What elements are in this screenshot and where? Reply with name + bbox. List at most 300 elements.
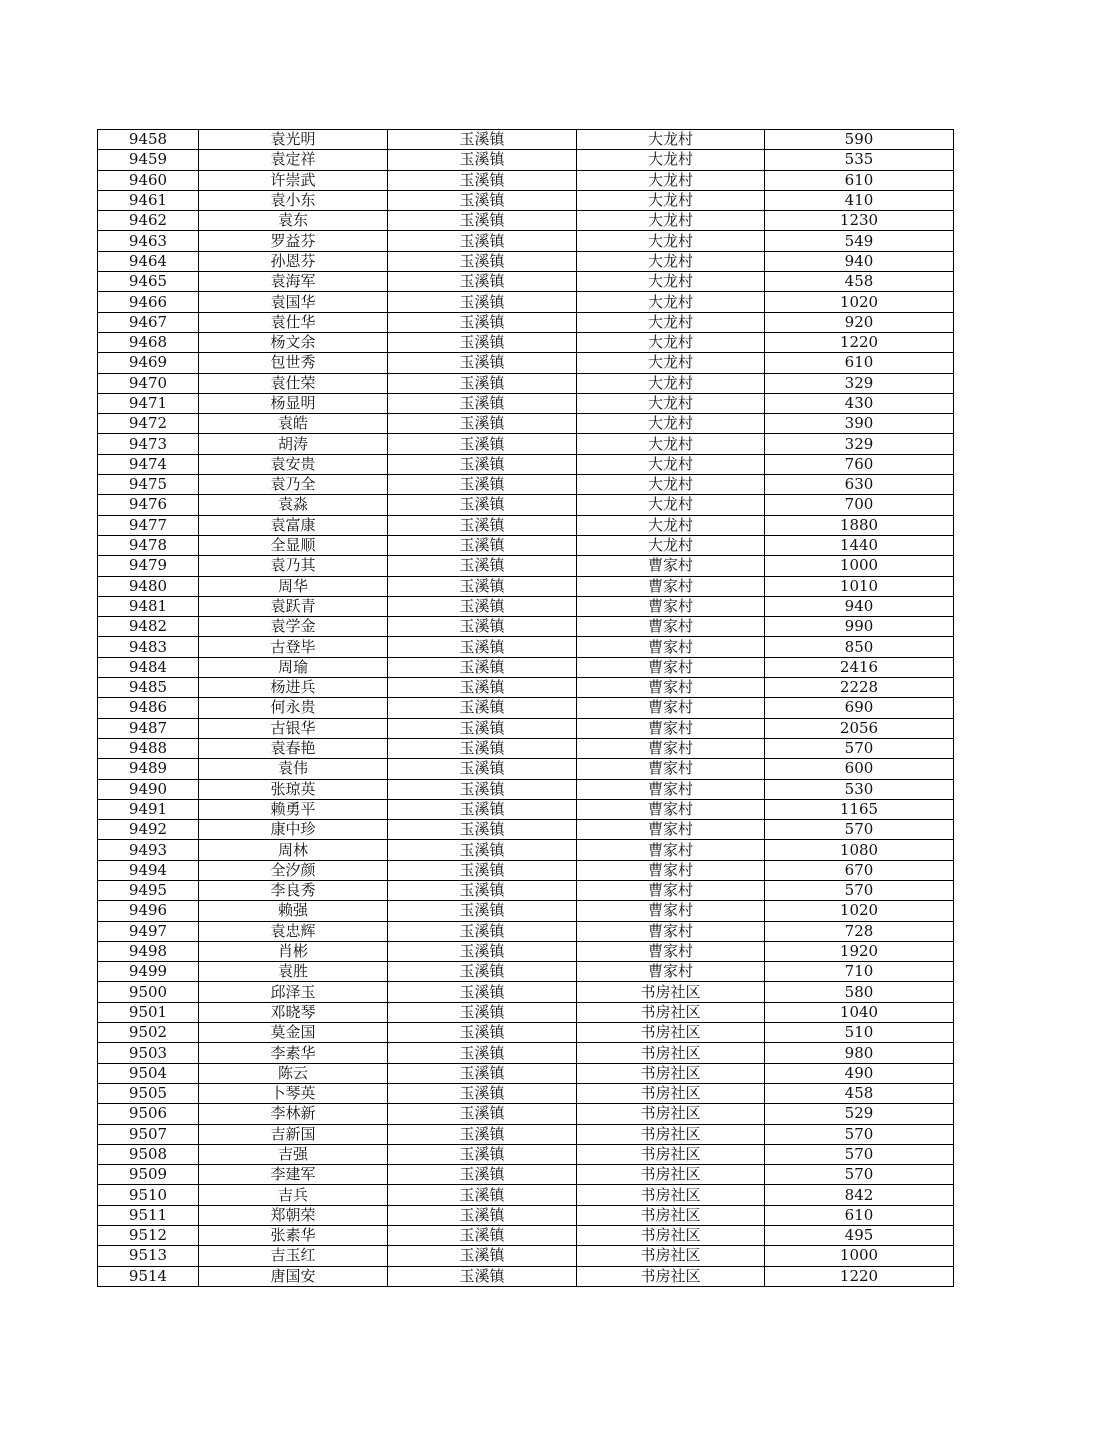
row-number-cell: 9473 bbox=[98, 434, 199, 454]
amount-cell: 1440 bbox=[765, 535, 954, 555]
amount-cell: 590 bbox=[765, 130, 954, 150]
row-number-cell: 9511 bbox=[98, 1205, 199, 1225]
table-row bbox=[98, 738, 954, 758]
village-cell: 书房社区 bbox=[577, 1246, 765, 1266]
amount-cell: 1880 bbox=[765, 515, 954, 535]
village-cell: 大龙村 bbox=[577, 515, 765, 535]
town-cell: 玉溪镇 bbox=[388, 170, 577, 190]
town-cell: 玉溪镇 bbox=[388, 130, 577, 150]
town-cell: 玉溪镇 bbox=[388, 272, 577, 292]
town-cell: 玉溪镇 bbox=[388, 738, 577, 758]
amount-cell: 1000 bbox=[765, 1246, 954, 1266]
town-cell: 玉溪镇 bbox=[388, 962, 577, 982]
row-number-cell: 9509 bbox=[98, 1165, 199, 1185]
row-number-cell: 9465 bbox=[98, 272, 199, 292]
row-number-cell: 9502 bbox=[98, 1023, 199, 1043]
town-cell: 玉溪镇 bbox=[388, 941, 577, 961]
table-row bbox=[98, 799, 954, 819]
name-cell: 何永贵 bbox=[199, 698, 388, 718]
table-row bbox=[98, 170, 954, 190]
row-number-cell: 9472 bbox=[98, 414, 199, 434]
table-row bbox=[98, 779, 954, 799]
table-row bbox=[98, 373, 954, 393]
row-number-cell: 9497 bbox=[98, 921, 199, 941]
village-cell: 曹家村 bbox=[577, 860, 765, 880]
town-cell: 玉溪镇 bbox=[388, 1226, 577, 1246]
row-number-cell: 9469 bbox=[98, 353, 199, 373]
table-row bbox=[98, 393, 954, 413]
town-cell: 玉溪镇 bbox=[388, 251, 577, 271]
name-cell: 袁胜 bbox=[199, 962, 388, 982]
amount-cell: 329 bbox=[765, 434, 954, 454]
town-cell: 玉溪镇 bbox=[388, 1124, 577, 1144]
town-cell: 玉溪镇 bbox=[388, 414, 577, 434]
row-number-cell: 9468 bbox=[98, 332, 199, 352]
name-cell: 袁乃其 bbox=[199, 556, 388, 576]
name-cell: 莫金国 bbox=[199, 1023, 388, 1043]
row-number-cell: 9490 bbox=[98, 779, 199, 799]
table-row bbox=[98, 1165, 954, 1185]
amount-cell: 670 bbox=[765, 860, 954, 880]
table-row bbox=[98, 150, 954, 170]
town-cell: 玉溪镇 bbox=[388, 596, 577, 616]
name-cell: 袁学金 bbox=[199, 617, 388, 637]
town-cell: 玉溪镇 bbox=[388, 1185, 577, 1205]
village-cell: 书房社区 bbox=[577, 1266, 765, 1286]
name-cell: 吉玉红 bbox=[199, 1246, 388, 1266]
amount-cell: 1230 bbox=[765, 211, 954, 231]
village-cell: 曹家村 bbox=[577, 637, 765, 657]
village-cell: 大龙村 bbox=[577, 454, 765, 474]
village-cell: 书房社区 bbox=[577, 1185, 765, 1205]
town-cell: 玉溪镇 bbox=[388, 1023, 577, 1043]
row-number-cell: 9494 bbox=[98, 860, 199, 880]
name-cell: 袁定祥 bbox=[199, 150, 388, 170]
name-cell: 包世秀 bbox=[199, 353, 388, 373]
amount-cell: 329 bbox=[765, 373, 954, 393]
town-cell: 玉溪镇 bbox=[388, 434, 577, 454]
name-cell: 袁春艳 bbox=[199, 738, 388, 758]
row-number-cell: 9458 bbox=[98, 130, 199, 150]
town-cell: 玉溪镇 bbox=[388, 678, 577, 698]
amount-cell: 490 bbox=[765, 1063, 954, 1083]
row-number-cell: 9474 bbox=[98, 454, 199, 474]
amount-cell: 1920 bbox=[765, 941, 954, 961]
amount-cell: 510 bbox=[765, 1023, 954, 1043]
table-row bbox=[98, 678, 954, 698]
village-cell: 曹家村 bbox=[577, 941, 765, 961]
town-cell: 玉溪镇 bbox=[388, 657, 577, 677]
amount-cell: 760 bbox=[765, 454, 954, 474]
village-cell: 大龙村 bbox=[577, 495, 765, 515]
row-number-cell: 9460 bbox=[98, 170, 199, 190]
town-cell: 玉溪镇 bbox=[388, 1246, 577, 1266]
amount-cell: 850 bbox=[765, 637, 954, 657]
name-cell: 李素华 bbox=[199, 1043, 388, 1063]
amount-cell: 1080 bbox=[765, 840, 954, 860]
town-cell: 玉溪镇 bbox=[388, 312, 577, 332]
table-row bbox=[98, 1002, 954, 1022]
row-number-cell: 9478 bbox=[98, 535, 199, 555]
amount-cell: 940 bbox=[765, 596, 954, 616]
row-number-cell: 9493 bbox=[98, 840, 199, 860]
amount-cell: 1020 bbox=[765, 292, 954, 312]
town-cell: 玉溪镇 bbox=[388, 860, 577, 880]
town-cell: 玉溪镇 bbox=[388, 921, 577, 941]
village-cell: 曹家村 bbox=[577, 799, 765, 819]
row-number-cell: 9459 bbox=[98, 150, 199, 170]
amount-cell: 728 bbox=[765, 921, 954, 941]
table-row bbox=[98, 698, 954, 718]
name-cell: 袁光明 bbox=[199, 130, 388, 150]
village-cell: 大龙村 bbox=[577, 332, 765, 352]
amount-cell: 495 bbox=[765, 1226, 954, 1246]
amount-cell: 430 bbox=[765, 393, 954, 413]
town-cell: 玉溪镇 bbox=[388, 617, 577, 637]
table-row bbox=[98, 901, 954, 921]
village-cell: 大龙村 bbox=[577, 312, 765, 332]
table-row bbox=[98, 1185, 954, 1205]
table-row bbox=[98, 1043, 954, 1063]
name-cell: 吉新国 bbox=[199, 1124, 388, 1144]
row-number-cell: 9462 bbox=[98, 211, 199, 231]
name-cell: 全汐颜 bbox=[199, 860, 388, 880]
name-cell: 孙恩芬 bbox=[199, 251, 388, 271]
name-cell: 卜琴英 bbox=[199, 1083, 388, 1103]
village-cell: 书房社区 bbox=[577, 1124, 765, 1144]
amount-cell: 2416 bbox=[765, 657, 954, 677]
name-cell: 袁国华 bbox=[199, 292, 388, 312]
table-row bbox=[98, 1205, 954, 1225]
table-row bbox=[98, 820, 954, 840]
village-cell: 书房社区 bbox=[577, 1144, 765, 1164]
town-cell: 玉溪镇 bbox=[388, 637, 577, 657]
amount-cell: 980 bbox=[765, 1043, 954, 1063]
row-number-cell: 9500 bbox=[98, 982, 199, 1002]
village-cell: 书房社区 bbox=[577, 1083, 765, 1103]
amount-cell: 570 bbox=[765, 880, 954, 900]
row-number-cell: 9481 bbox=[98, 596, 199, 616]
table-row bbox=[98, 1124, 954, 1144]
name-cell: 杨文余 bbox=[199, 332, 388, 352]
town-cell: 玉溪镇 bbox=[388, 353, 577, 373]
name-cell: 李林新 bbox=[199, 1104, 388, 1124]
name-cell: 袁小东 bbox=[199, 190, 388, 210]
row-number-cell: 9508 bbox=[98, 1144, 199, 1164]
name-cell: 赖勇平 bbox=[199, 799, 388, 819]
village-cell: 大龙村 bbox=[577, 475, 765, 495]
name-cell: 张素华 bbox=[199, 1226, 388, 1246]
name-cell: 袁伟 bbox=[199, 759, 388, 779]
amount-cell: 1000 bbox=[765, 556, 954, 576]
village-cell: 曹家村 bbox=[577, 759, 765, 779]
table-row bbox=[98, 454, 954, 474]
village-cell: 书房社区 bbox=[577, 1063, 765, 1083]
amount-cell: 610 bbox=[765, 1205, 954, 1225]
town-cell: 玉溪镇 bbox=[388, 1266, 577, 1286]
name-cell: 李良秀 bbox=[199, 880, 388, 900]
name-cell: 杨进兵 bbox=[199, 678, 388, 698]
table-row bbox=[98, 880, 954, 900]
row-number-cell: 9501 bbox=[98, 1002, 199, 1022]
row-number-cell: 9496 bbox=[98, 901, 199, 921]
table-row bbox=[98, 921, 954, 941]
row-number-cell: 9461 bbox=[98, 190, 199, 210]
table-row bbox=[98, 1104, 954, 1124]
name-cell: 郑朝荣 bbox=[199, 1205, 388, 1225]
village-cell: 大龙村 bbox=[577, 150, 765, 170]
row-number-cell: 9476 bbox=[98, 495, 199, 515]
town-cell: 玉溪镇 bbox=[388, 820, 577, 840]
table-row bbox=[98, 962, 954, 982]
name-cell: 康中珍 bbox=[199, 820, 388, 840]
amount-cell: 610 bbox=[765, 353, 954, 373]
town-cell: 玉溪镇 bbox=[388, 982, 577, 1002]
row-number-cell: 9491 bbox=[98, 799, 199, 819]
village-cell: 大龙村 bbox=[577, 292, 765, 312]
village-cell: 曹家村 bbox=[577, 556, 765, 576]
row-number-cell: 9507 bbox=[98, 1124, 199, 1144]
town-cell: 玉溪镇 bbox=[388, 1205, 577, 1225]
amount-cell: 458 bbox=[765, 272, 954, 292]
village-cell: 曹家村 bbox=[577, 962, 765, 982]
name-cell: 杨显明 bbox=[199, 393, 388, 413]
name-cell: 陈云 bbox=[199, 1063, 388, 1083]
town-cell: 玉溪镇 bbox=[388, 799, 577, 819]
table-row bbox=[98, 495, 954, 515]
village-cell: 大龙村 bbox=[577, 414, 765, 434]
row-number-cell: 9484 bbox=[98, 657, 199, 677]
table-row bbox=[98, 1063, 954, 1083]
town-cell: 玉溪镇 bbox=[388, 150, 577, 170]
row-number-cell: 9489 bbox=[98, 759, 199, 779]
name-cell: 袁仕华 bbox=[199, 312, 388, 332]
name-cell: 邓晓琴 bbox=[199, 1002, 388, 1022]
name-cell: 张琼英 bbox=[199, 779, 388, 799]
table-row bbox=[98, 759, 954, 779]
town-cell: 玉溪镇 bbox=[388, 576, 577, 596]
village-cell: 曹家村 bbox=[577, 880, 765, 900]
table-row bbox=[98, 1266, 954, 1286]
table-row bbox=[98, 434, 954, 454]
village-cell: 大龙村 bbox=[577, 393, 765, 413]
town-cell: 玉溪镇 bbox=[388, 535, 577, 555]
name-cell: 全显顺 bbox=[199, 535, 388, 555]
name-cell: 唐国安 bbox=[199, 1266, 388, 1286]
table-row bbox=[98, 272, 954, 292]
amount-cell: 1040 bbox=[765, 1002, 954, 1022]
village-cell: 书房社区 bbox=[577, 982, 765, 1002]
town-cell: 玉溪镇 bbox=[388, 1043, 577, 1063]
name-cell: 古登毕 bbox=[199, 637, 388, 657]
village-cell: 大龙村 bbox=[577, 251, 765, 271]
name-cell: 周华 bbox=[199, 576, 388, 596]
amount-cell: 842 bbox=[765, 1185, 954, 1205]
town-cell: 玉溪镇 bbox=[388, 1002, 577, 1022]
village-cell: 书房社区 bbox=[577, 1043, 765, 1063]
village-cell: 曹家村 bbox=[577, 840, 765, 860]
row-number-cell: 9487 bbox=[98, 718, 199, 738]
row-number-cell: 9505 bbox=[98, 1083, 199, 1103]
village-cell: 书房社区 bbox=[577, 1226, 765, 1246]
table-row bbox=[98, 982, 954, 1002]
amount-cell: 570 bbox=[765, 1124, 954, 1144]
name-cell: 许崇武 bbox=[199, 170, 388, 190]
amount-cell: 1220 bbox=[765, 332, 954, 352]
amount-cell: 690 bbox=[765, 698, 954, 718]
village-cell: 大龙村 bbox=[577, 535, 765, 555]
row-number-cell: 9498 bbox=[98, 941, 199, 961]
name-cell: 袁淼 bbox=[199, 495, 388, 515]
amount-cell: 2056 bbox=[765, 718, 954, 738]
row-number-cell: 9486 bbox=[98, 698, 199, 718]
row-number-cell: 9510 bbox=[98, 1185, 199, 1205]
table-row bbox=[98, 130, 954, 150]
amount-cell: 1220 bbox=[765, 1266, 954, 1286]
village-cell: 大龙村 bbox=[577, 434, 765, 454]
town-cell: 玉溪镇 bbox=[388, 698, 577, 718]
row-number-cell: 9463 bbox=[98, 231, 199, 251]
town-cell: 玉溪镇 bbox=[388, 718, 577, 738]
amount-cell: 940 bbox=[765, 251, 954, 271]
town-cell: 玉溪镇 bbox=[388, 901, 577, 921]
name-cell: 吉强 bbox=[199, 1144, 388, 1164]
village-cell: 曹家村 bbox=[577, 698, 765, 718]
amount-cell: 610 bbox=[765, 170, 954, 190]
name-cell: 周林 bbox=[199, 840, 388, 860]
name-cell: 袁安贵 bbox=[199, 454, 388, 474]
table-row bbox=[98, 535, 954, 555]
table-row bbox=[98, 515, 954, 535]
town-cell: 玉溪镇 bbox=[388, 292, 577, 312]
amount-cell: 570 bbox=[765, 1144, 954, 1164]
village-cell: 大龙村 bbox=[577, 130, 765, 150]
row-number-cell: 9479 bbox=[98, 556, 199, 576]
row-number-cell: 9504 bbox=[98, 1063, 199, 1083]
town-cell: 玉溪镇 bbox=[388, 495, 577, 515]
table-row bbox=[98, 211, 954, 231]
village-cell: 书房社区 bbox=[577, 1205, 765, 1225]
town-cell: 玉溪镇 bbox=[388, 475, 577, 495]
table-row bbox=[98, 637, 954, 657]
table-row bbox=[98, 840, 954, 860]
table-row bbox=[98, 190, 954, 210]
name-cell: 邱泽玉 bbox=[199, 982, 388, 1002]
table-row bbox=[98, 251, 954, 271]
row-number-cell: 9499 bbox=[98, 962, 199, 982]
amount-cell: 700 bbox=[765, 495, 954, 515]
village-cell: 大龙村 bbox=[577, 231, 765, 251]
town-cell: 玉溪镇 bbox=[388, 1083, 577, 1103]
name-cell: 袁跃青 bbox=[199, 596, 388, 616]
row-number-cell: 9483 bbox=[98, 637, 199, 657]
table-row bbox=[98, 941, 954, 961]
village-cell: 曹家村 bbox=[577, 576, 765, 596]
table-row bbox=[98, 596, 954, 616]
town-cell: 玉溪镇 bbox=[388, 332, 577, 352]
village-cell: 曹家村 bbox=[577, 657, 765, 677]
table-row bbox=[98, 1023, 954, 1043]
town-cell: 玉溪镇 bbox=[388, 880, 577, 900]
table-row bbox=[98, 475, 954, 495]
amount-cell: 710 bbox=[765, 962, 954, 982]
amount-cell: 529 bbox=[765, 1104, 954, 1124]
village-cell: 大龙村 bbox=[577, 170, 765, 190]
table-row bbox=[98, 1226, 954, 1246]
village-cell: 曹家村 bbox=[577, 820, 765, 840]
amount-cell: 600 bbox=[765, 759, 954, 779]
amount-cell: 458 bbox=[765, 1083, 954, 1103]
town-cell: 玉溪镇 bbox=[388, 1144, 577, 1164]
table-row bbox=[98, 556, 954, 576]
name-cell: 吉兵 bbox=[199, 1185, 388, 1205]
row-number-cell: 9512 bbox=[98, 1226, 199, 1246]
amount-cell: 920 bbox=[765, 312, 954, 332]
village-cell: 曹家村 bbox=[577, 678, 765, 698]
amount-cell: 1020 bbox=[765, 901, 954, 921]
village-cell: 大龙村 bbox=[577, 373, 765, 393]
row-number-cell: 9492 bbox=[98, 820, 199, 840]
amount-cell: 580 bbox=[765, 982, 954, 1002]
village-cell: 曹家村 bbox=[577, 901, 765, 921]
name-cell: 袁海军 bbox=[199, 272, 388, 292]
town-cell: 玉溪镇 bbox=[388, 231, 577, 251]
row-number-cell: 9485 bbox=[98, 678, 199, 698]
town-cell: 玉溪镇 bbox=[388, 373, 577, 393]
row-number-cell: 9475 bbox=[98, 475, 199, 495]
village-cell: 书房社区 bbox=[577, 1002, 765, 1022]
village-cell: 大龙村 bbox=[577, 353, 765, 373]
name-cell: 罗益芬 bbox=[199, 231, 388, 251]
town-cell: 玉溪镇 bbox=[388, 515, 577, 535]
amount-cell: 570 bbox=[765, 1165, 954, 1185]
name-cell: 古银华 bbox=[199, 718, 388, 738]
amount-cell: 390 bbox=[765, 414, 954, 434]
table-body bbox=[98, 130, 954, 1287]
row-number-cell: 9467 bbox=[98, 312, 199, 332]
row-number-cell: 9477 bbox=[98, 515, 199, 535]
town-cell: 玉溪镇 bbox=[388, 1063, 577, 1083]
row-number-cell: 9464 bbox=[98, 251, 199, 271]
village-cell: 曹家村 bbox=[577, 718, 765, 738]
table-row bbox=[98, 292, 954, 312]
village-cell: 曹家村 bbox=[577, 596, 765, 616]
village-cell: 大龙村 bbox=[577, 272, 765, 292]
amount-cell: 549 bbox=[765, 231, 954, 251]
amount-cell: 570 bbox=[765, 820, 954, 840]
town-cell: 玉溪镇 bbox=[388, 759, 577, 779]
table-row bbox=[98, 231, 954, 251]
town-cell: 玉溪镇 bbox=[388, 779, 577, 799]
name-cell: 赖强 bbox=[199, 901, 388, 921]
amount-cell: 990 bbox=[765, 617, 954, 637]
row-number-cell: 9514 bbox=[98, 1266, 199, 1286]
subsidy-table bbox=[97, 129, 954, 1287]
village-cell: 曹家村 bbox=[577, 738, 765, 758]
amount-cell: 1010 bbox=[765, 576, 954, 596]
amount-cell: 2228 bbox=[765, 678, 954, 698]
row-number-cell: 9506 bbox=[98, 1104, 199, 1124]
village-cell: 书房社区 bbox=[577, 1023, 765, 1043]
town-cell: 玉溪镇 bbox=[388, 840, 577, 860]
table-row bbox=[98, 617, 954, 637]
table-row bbox=[98, 718, 954, 738]
row-number-cell: 9488 bbox=[98, 738, 199, 758]
row-number-cell: 9513 bbox=[98, 1246, 199, 1266]
name-cell: 周瑜 bbox=[199, 657, 388, 677]
village-cell: 曹家村 bbox=[577, 779, 765, 799]
name-cell: 袁仕荣 bbox=[199, 373, 388, 393]
